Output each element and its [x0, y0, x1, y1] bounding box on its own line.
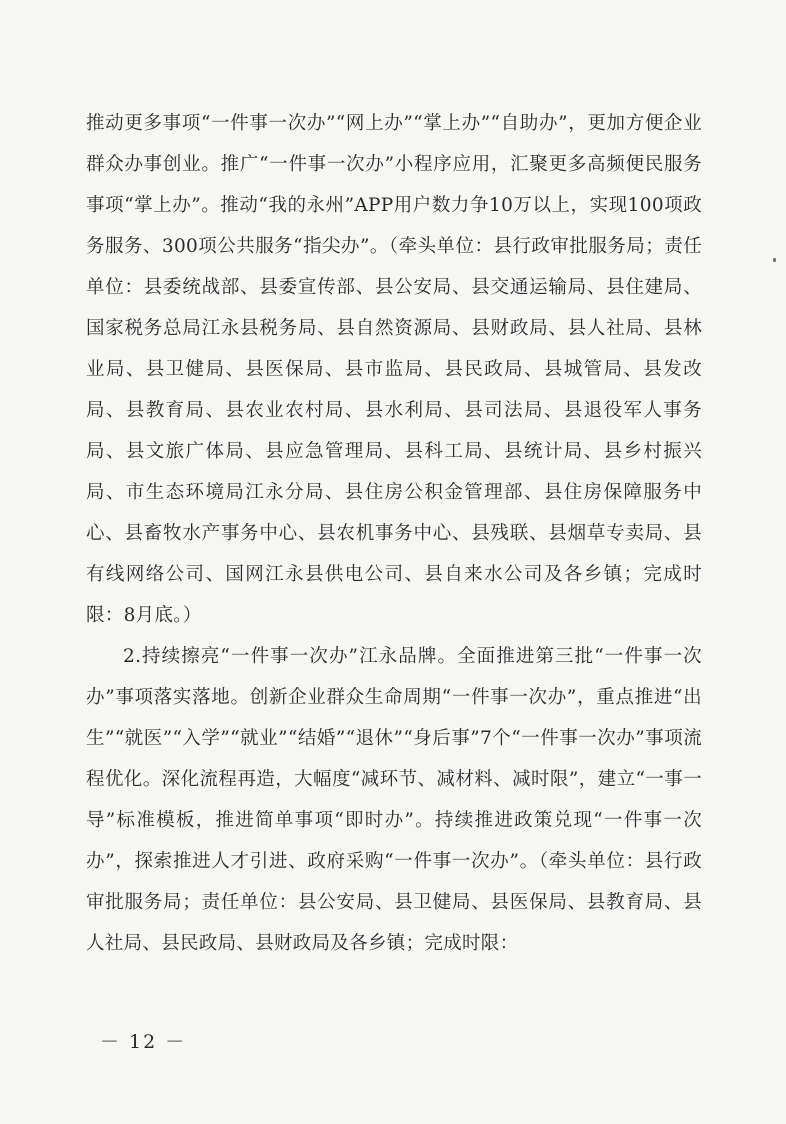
paragraph-continuation: 推动更多事项“一件事一次办”“网上办”“掌上办”“自助办”，更加方便企业群众办事创业。推广“一件事一次办”小程序应用，汇聚更多高频便民服务事项“掌上办”。推动“我的永州”APP用户数力争10万以上，实现100项政务服务、300项公共服务“指尖办”。（牵头单位：县行政审批服务局；责任单位：县委统战部、县委宣传部、县公安局、县交通运输局、县住建局、国家税务总局江永县税务局、县自然资源局、县财政局、县人社局、县林业局、县卫健局、县医保局、县市监局、县民政局、县城管局、县发改局、县教育局、县农业农村局、县水利局、县司法局、县退役军人事务局、县文旅广体局、县应急管理局、县科工局、县统计局、县乡村振兴局、市生态环境局江永分局、县住房公积金管理部、县住房保障服务中心、县畜牧水产事务中心、县农机事务中心、县残联、县烟草专卖局、县有线网络公司、国网江永县供电公司、县自来水公司及各乡镇；完成时限：8月底。）: [86, 113, 702, 626]
paragraph-item-2: 2.持续擦亮“一件事一次办”江永品牌。全面推进第三批“一件事一次办”事项落实落地。创新企业群众生命周期“一件事一次办”，重点推进“出生”“就医”“入学”“就业”“结婚”“退休”“身后事”7个“一件事一次办”事项流程优化。深化流程再造，大幅度“减环节、减材料、减时限”，建立“一事一导”标准模板，推进简单事项“即时办”。持续推进政策兑现“一件事一次办”，探索推进人才引进、政府采购“一件事一次办”。（牵头单位：县行政审批服务局；责任单位：县公安局、县卫健局、县医保局、县教育局、县人社局、县民政局、县财政局及各乡镇；完成时限：: [86, 646, 702, 954]
document-body: [86, 103, 702, 964]
scan-edge-mark: [773, 258, 776, 262]
page-number: － 12 －: [100, 1031, 187, 1053]
